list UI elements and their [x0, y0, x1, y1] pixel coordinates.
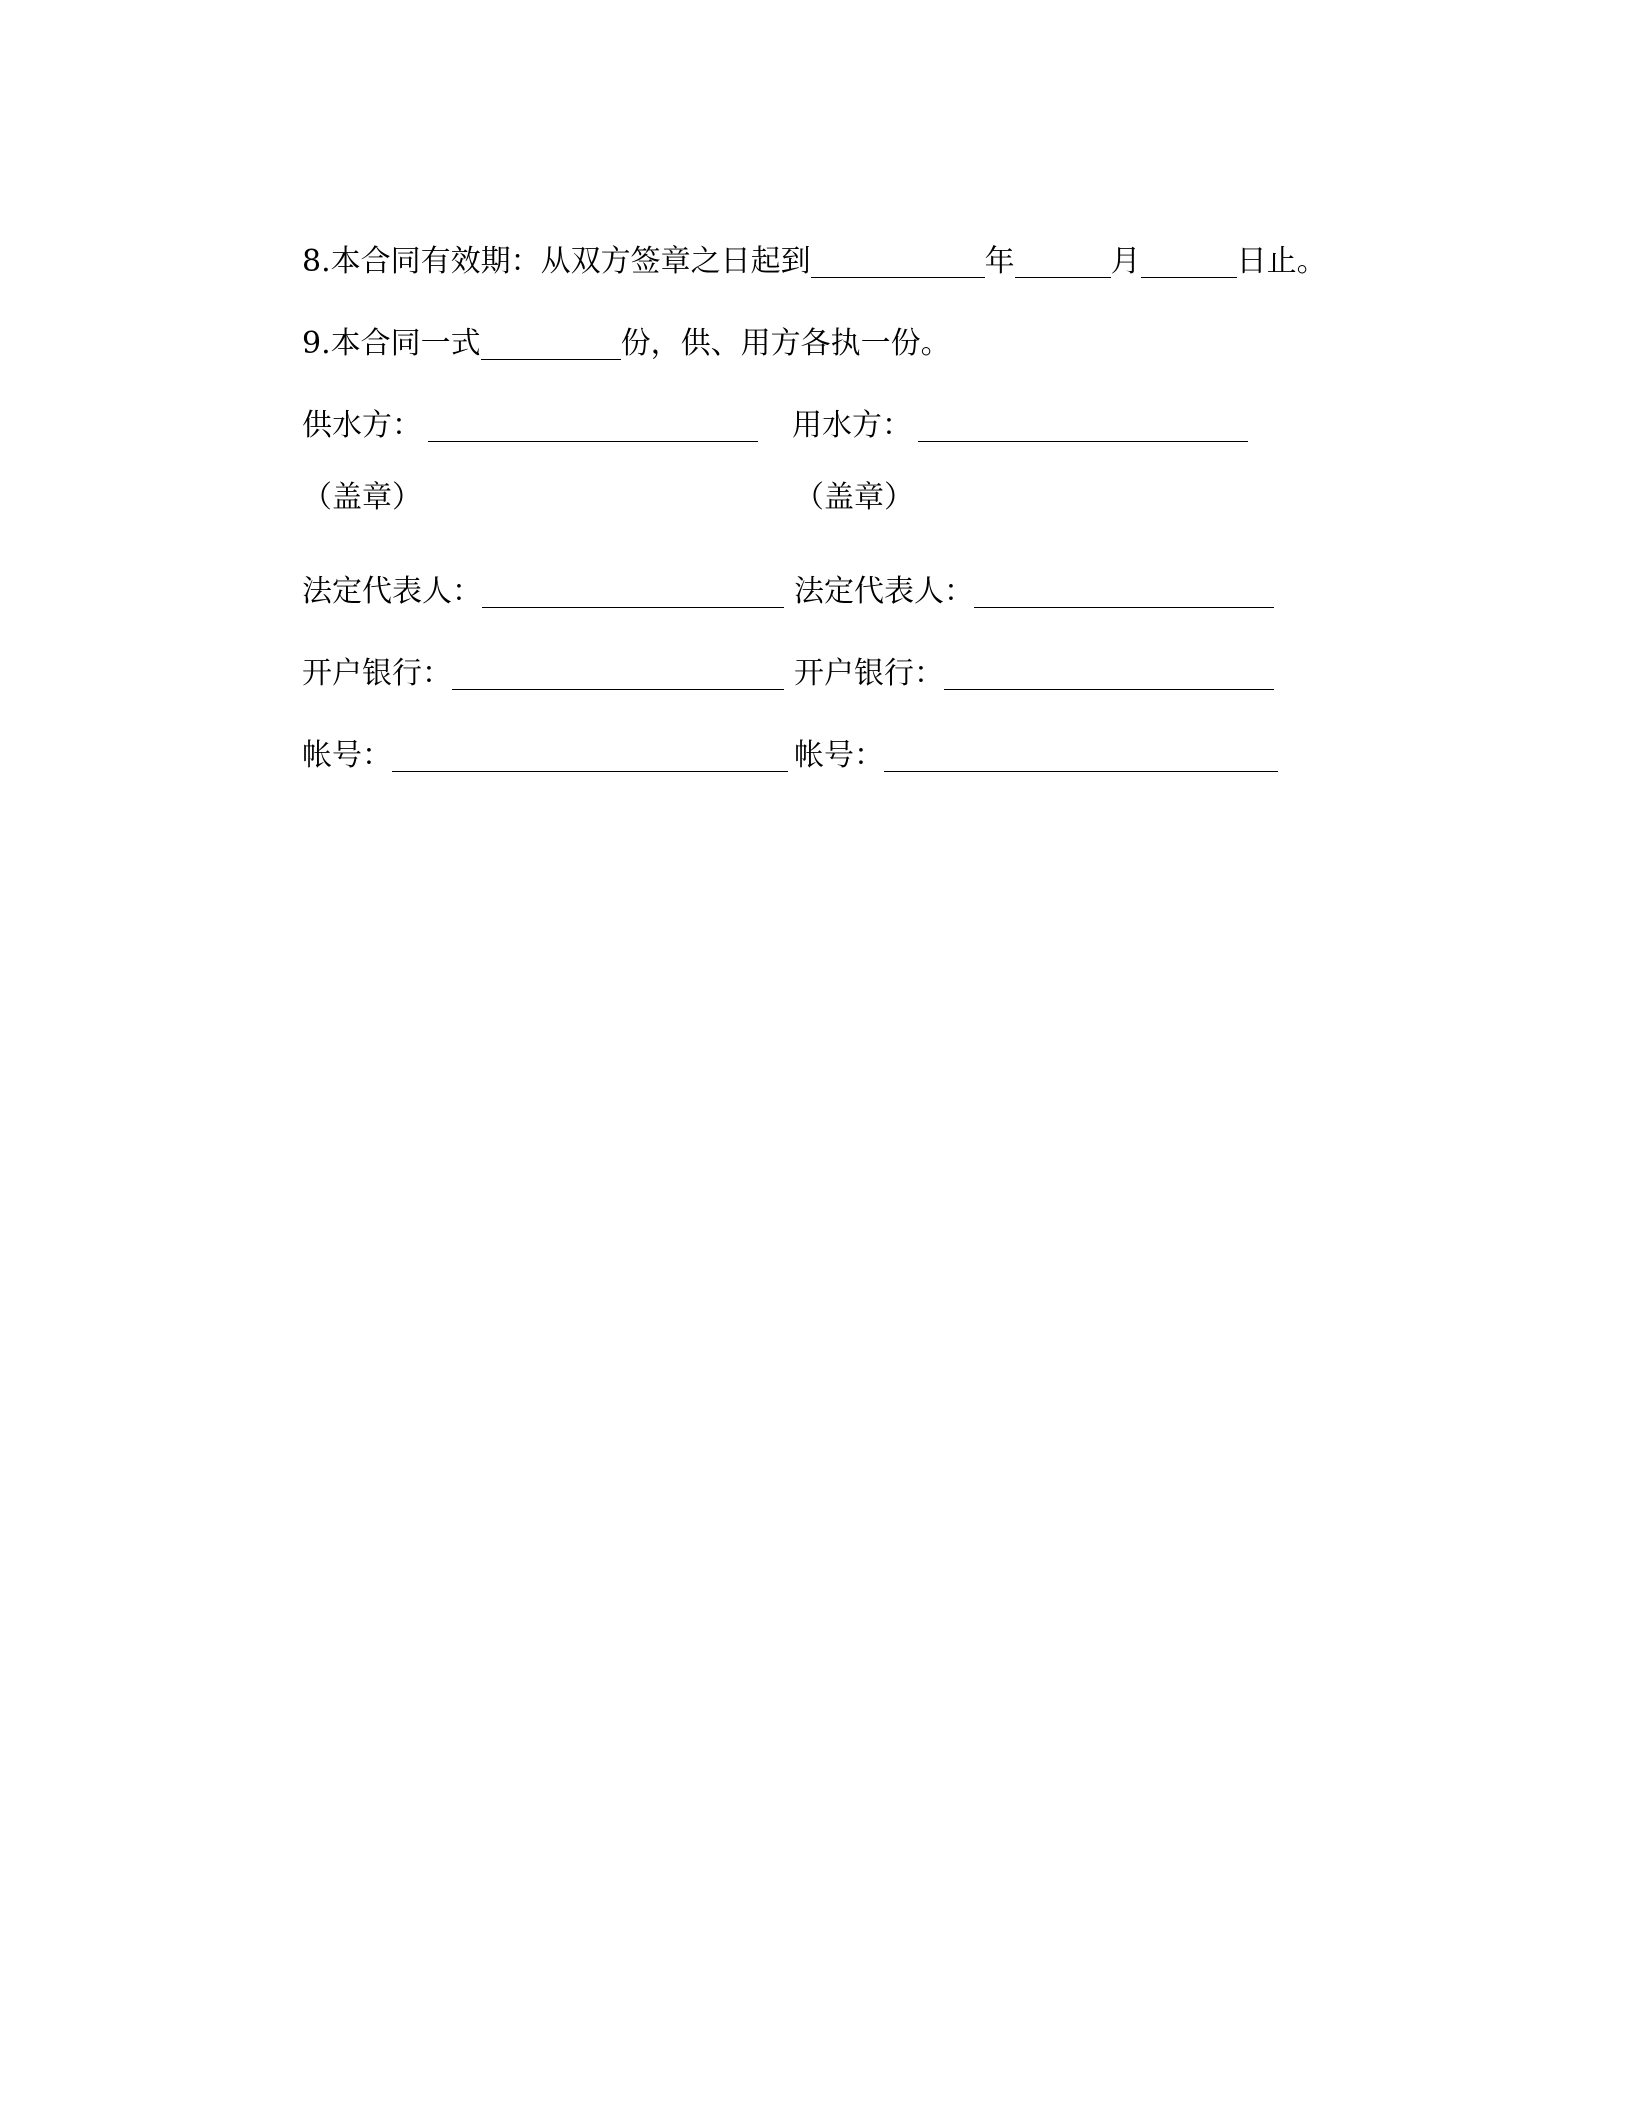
- supplier-account-blank[interactable]: [392, 741, 788, 772]
- supplier-party-field: [302, 390, 758, 446]
- supplier-rep-blank[interactable]: [482, 577, 784, 608]
- supplier-account-field: [302, 720, 788, 776]
- supplier-rep-field: [302, 556, 784, 612]
- clause-9: [302, 308, 951, 364]
- end-month-blank[interactable]: [1015, 247, 1111, 278]
- supplier-bank-label: 开户银行：: [302, 656, 452, 691]
- year-label: 年: [984, 244, 1015, 279]
- clause-9-rest: 份，供、用方各执一份。: [620, 326, 951, 361]
- user-account-blank[interactable]: [884, 741, 1278, 772]
- user-party-blank[interactable]: [918, 411, 1248, 442]
- supplier-party-blank[interactable]: [428, 411, 758, 442]
- end-label: 日止。: [1236, 244, 1327, 279]
- user-rep-blank[interactable]: [974, 577, 1274, 608]
- user-seal-label: （盖章）: [794, 480, 914, 515]
- supplier-bank-blank[interactable]: [452, 659, 784, 690]
- supplier-party-label: 供水方：: [302, 408, 422, 443]
- user-bank-label: 开户银行：: [794, 656, 944, 691]
- user-party-label: 用水方：: [792, 408, 912, 443]
- supplier-rep-label: 法定代表人：: [302, 574, 482, 609]
- clause-8: [302, 226, 1327, 282]
- clause-8-text: 8.本合同有效期：从双方签章之日起到: [302, 244, 811, 279]
- supplier-account-label: 帐号：: [302, 738, 392, 773]
- user-bank-blank[interactable]: [944, 659, 1274, 690]
- supplier-seal-label: （盖章）: [302, 480, 422, 515]
- end-year-blank[interactable]: [811, 247, 985, 278]
- month-label: 月: [1110, 244, 1141, 279]
- user-account-field: [794, 720, 1278, 776]
- user-rep-field: [794, 556, 1274, 612]
- user-bank-field: [794, 638, 1274, 694]
- user-account-label: 帐号：: [794, 738, 884, 773]
- end-day-blank[interactable]: [1141, 247, 1237, 278]
- copies-blank[interactable]: [481, 329, 621, 360]
- clause-9-text: 9.本合同一式: [302, 326, 481, 361]
- supplier-bank-field: [302, 638, 784, 694]
- user-rep-label: 法定代表人：: [794, 574, 974, 609]
- user-party-field: [792, 390, 1248, 446]
